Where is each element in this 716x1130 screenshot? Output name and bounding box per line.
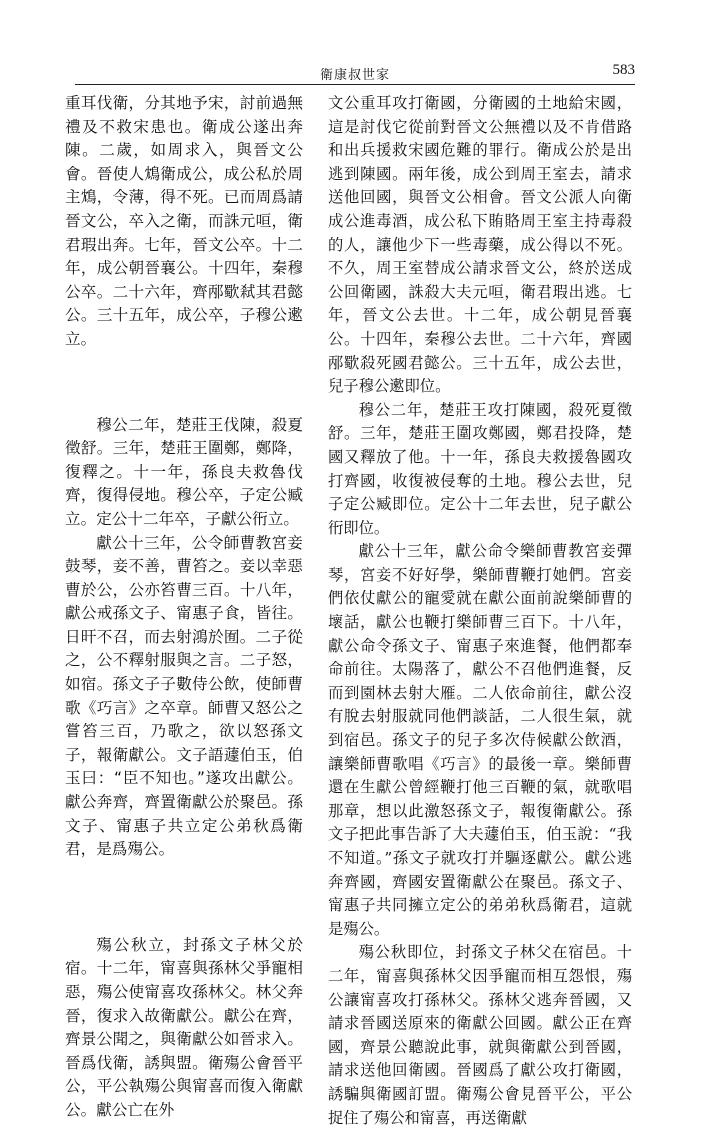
page-number: 583: [612, 62, 635, 78]
classical-paragraph-3: 獻公十三年，公令師曹教宮妾鼓琴，妾不善，曹笞之。妾以幸惡曹於公，公亦笞曹三百。十八年，獻公戒孫文子、甯惠子食，皆往。日旰不召，而去射鴻於囿。二子從之，公不釋射服與之言。二子怒，如宿。孫文子子數侍公飲，使師曹歌《巧言》之卒章。師曹又怒公之嘗笞三百，乃歌之，欲以怒孫文子，報衛獻公。文子語蘧伯玉，伯玉曰：“臣不知也。”遂攻出獻公。獻公奔齊，齊置衛獻公於聚邑。孫文子、甯惠子共立定公弟秋爲衛君，是爲殤公。: [65, 533, 303, 859]
translation-paragraph-4: 殤公秋即位，封孫文子林父在宿邑。十二年，甯喜與孫林父因爭寵而相互怨恨，殤公讓甯喜攻打孫林父。孫林父逃奔晉國，又請求晉國送原來的衛獻公回國。獻公正在齊國，齊景公聽說此事，就與衛獻公到晉國，請求送他回衛國。晉國爲了獻公攻打衛國，誘騙與衛國訂盟。衛殤公會見晉平公，平公捉住了殤公和甯喜，再送衛獻: [328, 943, 632, 1127]
translation-paragraph-2: 穆公二年，楚莊王攻打陳國，殺死夏徵舒。三年，楚莊王圍攻鄭國，鄭君投降，楚國又釋放了他。十一年，孫良夫救援魯國攻打齊國，收復被侵奪的土地。穆公去世，兒子定公臧即位。定公十二年去世，兒子獻公衎即位。: [328, 400, 632, 537]
translation-paragraph-1: 文公重耳攻打衛國，分衛國的土地給宋國，這是討伐它從前對晉文公無禮以及不肯借路和出兵援救宋國危難的罪行。衛成公於是出逃到陳國。兩年後，成公到周王室去，請求送他回國，與晉文公相會。晉文公派人向衛成公進毒酒，成公私下賄賂周王室主持毒殺的人，讓他少下一些毒藥，成公得以不死。不久，周王室替成公請求晉文公，終於送成公回衛國，誅殺大夫元咺，衛君瑕出逃。七年，晉文公去世。十二年，成公朝見晉襄公。十四年，秦穆公去世。二十六年，齊國邴歜殺死國君懿公。三十五年，成公去世，兒子穆公遬即位。: [328, 94, 632, 396]
running-header: [75, 64, 635, 82]
translation-text-column: [328, 92, 632, 1130]
translation-paragraph-3: 獻公十三年，獻公命令樂師曹教宮妾彈琴，宮妾不好好學，樂師曹鞭打她們。宮妾們依仗獻公的寵愛就在獻公面前說樂師曹的壞話，獻公也鞭打樂師曹三百下。十八年，獻公命令孫文子、甯惠子來進餐，他們都奉命前往。太陽落了，獻公不召他們進餐，反而到園林去射大雁。二人依命前往，獻公沒有脫去射服就同他們談話，二人很生氣，就到宿邑。孫文子的兒子多次侍候獻公飲酒，讓樂師曹歌唱《巧言》的最後一章。樂師曹還在生獻公曾經鞭打他三百鞭的氣，就歌唱那章，想以此激怒孫文子，報復衛獻公。孫文子把此事告訴了大夫蘧伯玉，伯玉說：“我不知道。”孫文子就攻打并驅逐獻公。獻公逃奔齊國，齊國安置衛獻公在聚邑。孫文子、甯惠子共同擁立定公的弟弟秋爲衛君，這就是殤公。: [328, 542, 632, 938]
chapter-title: 衛康叔世家: [319, 68, 390, 83]
classical-paragraph-4: 殤公秋立，封孫文子林父於宿。十二年，甯喜與孫林父爭寵相惡，殤公使甯喜攻孫林父。林父奔晉，復求入故衛獻公。獻公在齊，齊景公聞之，與衛獻公如晉求入。晉爲伐衛，誘與盟。衛殤公會晉平公，平公執殤公與甯喜而復入衛獻公。獻公亡在外: [65, 935, 303, 1119]
header-divider: [75, 84, 635, 85]
classical-text-column: [65, 92, 303, 1123]
classical-paragraph-1: 重耳伐衛，分其地予宋，討前過無禮及不救宋患也。衛成公遂出奔陳。二歲，如周求入，與晉文公會。晉使人鴆衛成公，成公私於周主鴆，令薄，得不死。已而周爲請晉文公，卒入之衛，而誅元咺，衛君瑕出奔。七年，晉文公卒。十二年，成公朝晉襄公。十四年，秦穆公卒。二十六年，齊邴歜弒其君懿公。三十五年，成公卒，子穆公遬立。: [65, 94, 303, 348]
classical-paragraph-2: 穆公二年，楚莊王伐陳，殺夏徵舒。三年，楚莊王圍鄭，鄭降，復釋之。十一年，孫良夫救魯伐齊，復得侵地。穆公卒，子定公臧立。定公十二年卒，子獻公衎立。: [65, 415, 303, 528]
